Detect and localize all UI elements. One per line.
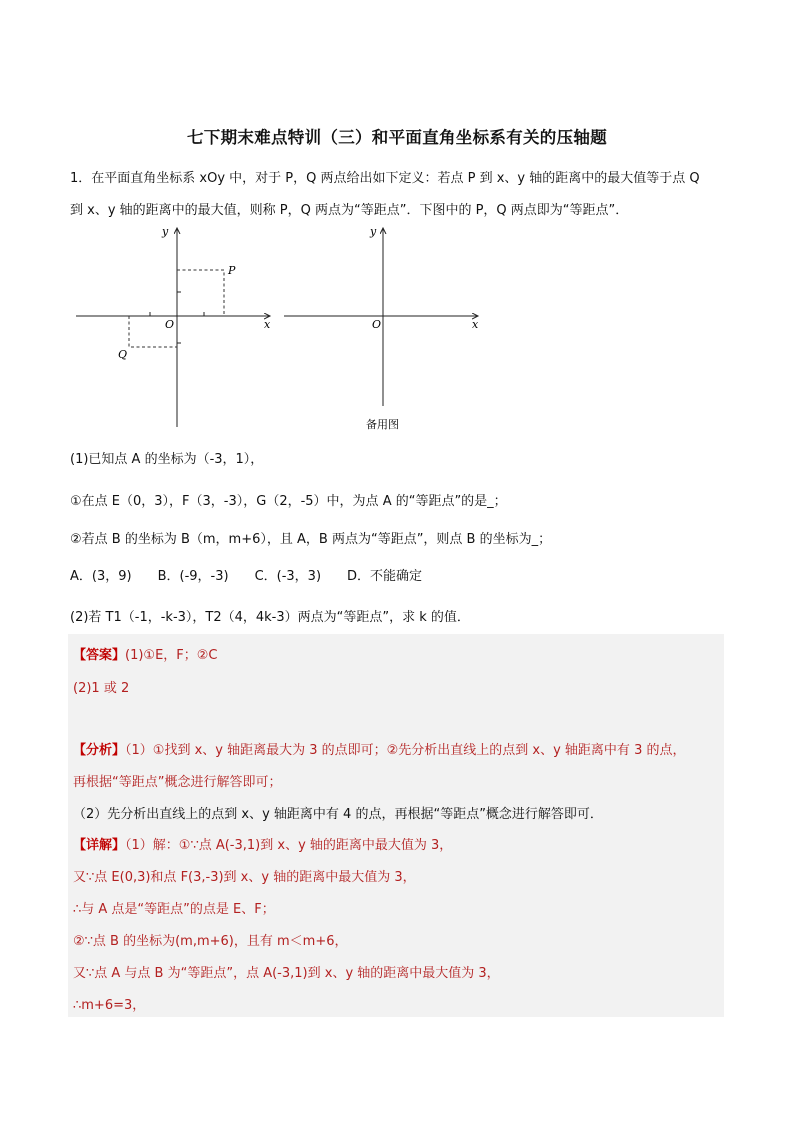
part-1-sub-1: ①在点 E（0，3），F（3，-3），G（2，-5）中，为点 A 的“等距点”的是_； [70, 494, 507, 509]
analysis-line-2: 再根据“等距点”概念进行解答即可； [73, 775, 282, 790]
detail-text-1: （1）解：①∵点 A(-3,1)到 x、y 轴的距离中最大值为 3， [125, 838, 453, 853]
point-q-label: Q [118, 348, 128, 361]
question-1-line-1: 1．在平面直角坐标系 xOy 中，对于 P，Q 两点给出如下定义：若点 P 到 x、y 轴的距离中的最大值等于点 Q [70, 171, 700, 186]
detail-line-6: ∴m+6=3， [73, 998, 146, 1013]
page-title: 七下期末难点特训（三）和平面直角坐标系有关的压轴题 [187, 128, 607, 147]
right-y-label: y [370, 225, 377, 238]
right-origin-label: O [372, 318, 382, 331]
point-p-label: P [228, 264, 236, 277]
left-coordinate-plane [76, 225, 271, 427]
part-2: (2)若 T1（-1，-k-3），T2（4，4k-3）两点为“等距点”，求 k 的值． [70, 610, 470, 625]
part-1-intro: (1)已知点 A 的坐标为（-3，1）， [70, 452, 264, 467]
p-dashed-lines [177, 270, 224, 316]
analysis-tag: 【分析】 [73, 743, 126, 758]
left-origin-label: O [165, 318, 175, 331]
analysis-line-1 [73, 739, 685, 758]
part-1-sub-2: ②若点 B 的坐标为 B（m，m+6），且 A，B 两点为“等距点”，则点 B 的坐标为_； [70, 532, 552, 547]
answer-line-2: (2)1 或 2 [73, 681, 130, 696]
analysis-line-3: （2）先分析出直线上的点到 x、y 轴距离中有 4 的点，再根据“等距点”概念进行解答即可． [73, 807, 603, 822]
answer-section [68, 634, 724, 1017]
detail-line-4: ②∵点 B 的坐标为(m,m+6)，且有 m＜m+6， [73, 934, 348, 949]
detail-line-3: ∴与 A 点是“等距点”的点是 E、F； [73, 902, 275, 917]
answer-text-1: (1)①E，F；②C [125, 648, 218, 663]
answer-tag: 【答案】 [73, 648, 126, 663]
detail-tag: 【详解】 [73, 838, 126, 853]
answer-line-1 [73, 644, 218, 663]
question-1-line-2: 到 x、y 轴的距离中的最大值，则称 P，Q 两点为“等距点”．下图中的 P，Q 两点即为“等距点”． [70, 203, 629, 218]
detail-line-5: 又∵点 A 与点 B 为“等距点”，点 A(-3,1)到 x、y 轴的距离中最大值为 3， [73, 966, 500, 981]
detail-line-2: 又∵点 E(0,3)和点 F(3,-3)到 x、y 轴的距离中最大值为 3， [73, 870, 416, 885]
figure-caption: 备用图 [366, 418, 399, 431]
right-coordinate-plane [284, 225, 479, 431]
choice-options: A．(3，9) B．(-9，-3) C．(-3，3) D．不能确定 [70, 569, 423, 584]
right-x-label: x [472, 318, 479, 331]
coordinate-figures [70, 222, 490, 434]
left-y-label: y [162, 225, 169, 238]
analysis-text-1: （1）①找到 x、y 轴距离最大为 3 的点即可；②先分析出直线上的点到 x、y 轴距离中有 3 的点， [125, 743, 686, 758]
left-x-label: x [264, 318, 271, 331]
detail-line-1 [73, 834, 452, 853]
